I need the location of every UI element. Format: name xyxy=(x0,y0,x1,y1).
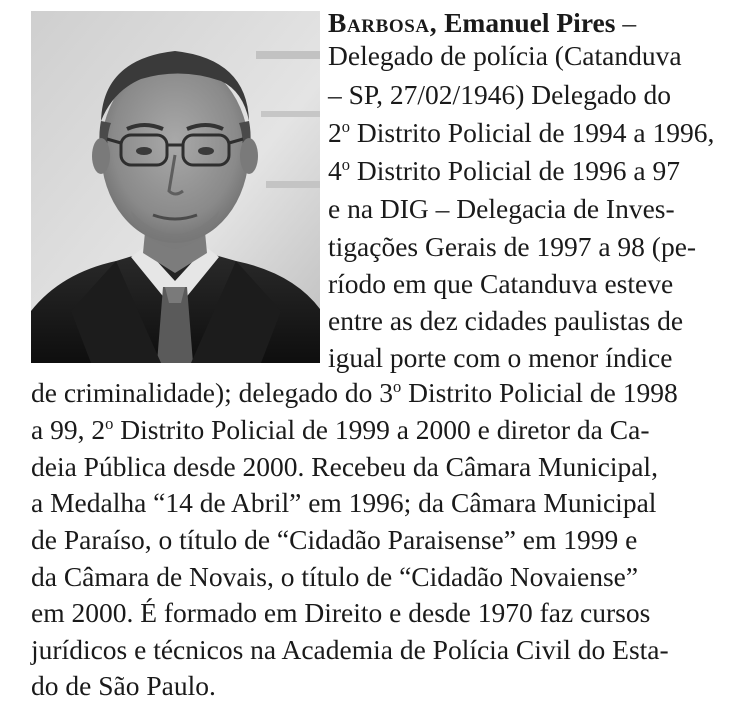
bio-line: – SP, 27/02/1946) Delegado do xyxy=(328,79,671,110)
bio-line: entre as dez cidades paulistas de xyxy=(328,305,684,336)
bio-line: de Paraíso, o título de “Cidadão Paraisense” em 1999 e xyxy=(31,524,638,555)
bio-line: a Medalha “14 de Abril” em 1996; da Câmara Municipal xyxy=(31,487,657,518)
bio-line: de criminalidade); delegado do 3$^o$ Distrito Policial de 1998 xyxy=(31,376,678,408)
bio-line: Delegado de polícia (Catanduva xyxy=(328,40,682,71)
portrait-photo xyxy=(31,11,320,363)
bio-line: jurídicos e técnicos na Academia de Polícia Civil do Esta- xyxy=(31,634,669,665)
bio-line: do de São Paulo. xyxy=(31,670,216,701)
bio-line: a 99, 2$^o$ Distrito Policial de 1999 a 2000 e diretor da Ca- xyxy=(31,413,650,445)
bio-line: ríodo em que Catanduva esteve xyxy=(328,268,674,299)
bio-line: da Câmara de Novais, o título de “Cidadão Novaiense” xyxy=(31,561,639,592)
name-surname: Barbosa, xyxy=(328,7,438,38)
entry-heading xyxy=(328,7,636,38)
name-given: Emanuel Pires xyxy=(444,7,616,38)
bio-line: em 2000. É formado em Direito e desde 1970 faz cursos xyxy=(31,597,651,628)
bio-line: tigações Gerais de 1997 a 98 (pe- xyxy=(328,231,697,262)
bio-line: igual porte com o menor índice xyxy=(328,342,673,373)
heading-dash: – xyxy=(622,7,637,38)
bio-line: 4$^o$ Distrito Policial de 1996 a 97 xyxy=(328,154,680,186)
bio-line: deia Pública desde 2000. Recebeu da Câmara Municipal, xyxy=(31,451,658,482)
bio-line: 2$^o$ Distrito Policial de 1994 a 1996, xyxy=(328,116,715,148)
bio-line: e na DIG – Delegacia de Inves- xyxy=(328,193,675,224)
